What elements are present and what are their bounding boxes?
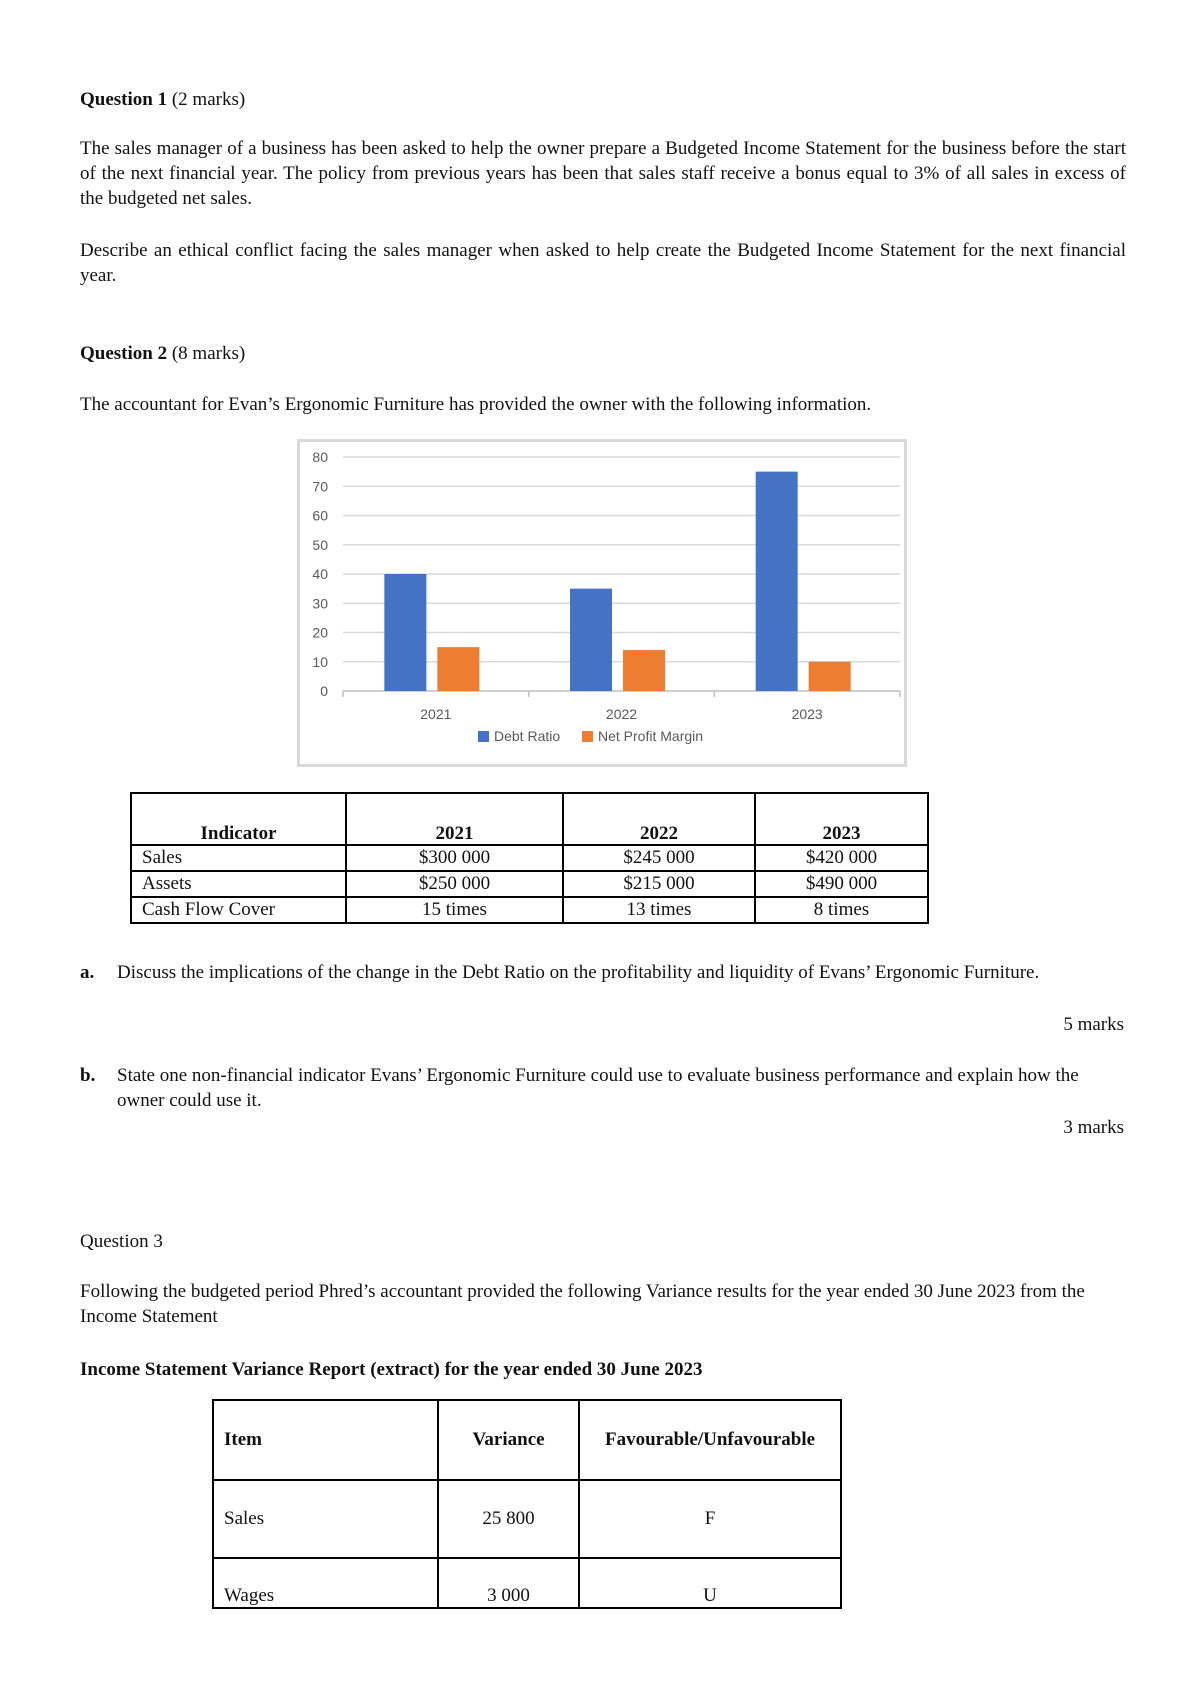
row-label: Assets: [131, 871, 346, 897]
table-cell: 3 000: [438, 1558, 579, 1608]
part-b-text: State one non-financial indicator Evans’ Ergonomic Furniture could use to evaluate business performance and explain how the owner could use it.: [117, 1065, 1079, 1111]
part-a-label: a.: [80, 962, 95, 983]
row-label: Sales: [131, 845, 346, 871]
table-row: [131, 897, 928, 923]
y-tick-label: 60: [312, 507, 328, 524]
table-row: [131, 871, 928, 897]
question-2-marks: (8 marks): [171, 343, 246, 364]
question-3-intro: Following the budgeted period Phred’s accountant provided the following Variance results for the year ended 30 June 2023 from the Income Statement: [80, 1281, 1085, 1327]
part-a-marks: 5 marks: [1063, 1014, 1124, 1035]
bar-debt-ratio: [384, 574, 426, 691]
legend-label: Net Profit Margin: [598, 728, 704, 744]
header-favourable: Favourable/Unfavourable: [579, 1400, 841, 1480]
bar-net-profit-margin: [809, 662, 851, 691]
y-tick-label: 30: [312, 595, 328, 612]
table-cell: 13 times: [563, 897, 755, 923]
part-b-marks: 3 marks: [1063, 1117, 1124, 1138]
header-2021: 2021: [346, 793, 563, 845]
y-tick-label: 10: [312, 653, 328, 670]
part-b-label: b.: [80, 1065, 96, 1086]
y-tick-label: 70: [312, 478, 328, 495]
table-row: [131, 845, 928, 871]
question-3-heading: Question 3: [80, 1231, 163, 1252]
variance-table-header: [213, 1400, 841, 1480]
table-cell: $300 000: [346, 845, 563, 871]
variance-report-title: Income Statement Variance Report (extract) for the year ended 30 June 2023: [80, 1359, 703, 1380]
bar-debt-ratio: [756, 472, 798, 691]
table-cell: 8 times: [755, 897, 928, 923]
table-cell: $215 000: [563, 871, 755, 897]
y-tick-label: 80: [312, 449, 328, 465]
row-label: Sales: [213, 1480, 438, 1558]
part-a-text: Discuss the implications of the change in the Debt Ratio on the profitability and liquidity of Evans’ Ergonomic Furniture.: [117, 962, 1040, 983]
question-1-paragraph-1: The sales manager of a business has been asked to help the owner prepare a Budgeted Income Statement for the business before the start of the next financial year. The policy from previous years has been that sales staff receive a bonus equal to 3% of all sales in excess of the budgeted net sales.: [80, 138, 1126, 209]
row-label: Cash Flow Cover: [131, 897, 346, 923]
header-variance: Variance: [438, 1400, 579, 1480]
question-1-marks: (2 marks): [171, 89, 246, 110]
bar-debt-ratio: [570, 589, 612, 691]
table-cell: $245 000: [563, 845, 755, 871]
indicator-table: [130, 792, 929, 924]
bar-chart-svg: [300, 442, 904, 764]
legend-label: Debt Ratio: [494, 728, 561, 744]
question-1-heading: [80, 87, 245, 112]
legend-swatch: [478, 731, 489, 742]
table-row: [213, 1558, 841, 1608]
y-tick-label: 40: [312, 566, 328, 582]
table-cell: 15 times: [346, 897, 563, 923]
y-tick-label: 50: [312, 536, 328, 553]
x-tick-label: 2021: [420, 706, 452, 722]
question-2-heading: [80, 341, 245, 366]
header-2022: 2022: [563, 793, 755, 845]
table-cell: $490 000: [755, 871, 928, 897]
header-2023: 2023: [755, 793, 928, 845]
bar-net-profit-margin: [437, 647, 479, 691]
indicator-table-header: [131, 793, 928, 845]
question-2-intro: The accountant for Evan’s Ergonomic Furniture has provided the owner with the following information.: [80, 394, 872, 415]
table-cell: U: [579, 1558, 841, 1608]
table-cell: F: [579, 1480, 841, 1558]
variance-table: [212, 1399, 842, 1609]
table-row: [213, 1480, 841, 1558]
x-tick-label: 2022: [605, 706, 638, 722]
bar-chart: [297, 439, 907, 767]
header-item: Item: [213, 1400, 438, 1480]
legend-swatch: [582, 731, 593, 742]
table-cell: $420 000: [755, 845, 928, 871]
header-indicator: Indicator: [131, 793, 346, 845]
y-tick-label: 20: [312, 624, 328, 641]
bar-net-profit-margin: [623, 650, 665, 691]
question-1-title: Question 1: [80, 89, 168, 110]
y-tick-label: 0: [320, 683, 328, 699]
table-cell: $250 000: [346, 871, 563, 897]
row-label: Wages: [213, 1558, 438, 1608]
x-tick-label: 2023: [791, 706, 823, 722]
question-1-paragraph-2: Describe an ethical conflict facing the sales manager when asked to help create the Budgeted Income Statement for the next financial year.: [80, 240, 1126, 286]
question-2-title: Question 2: [80, 343, 168, 364]
table-cell: 25 800: [438, 1480, 579, 1558]
